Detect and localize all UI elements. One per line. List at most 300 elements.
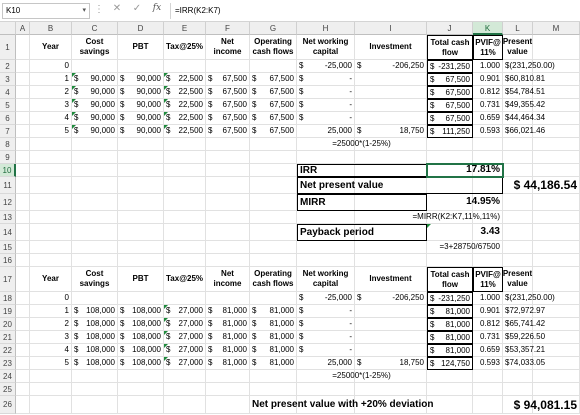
value-cell[interactable] bbox=[250, 344, 297, 357]
value-cell[interactable] bbox=[72, 125, 118, 138]
value-cell[interactable] bbox=[164, 73, 206, 86]
cell-empty[interactable] bbox=[16, 267, 30, 292]
value-cell[interactable] bbox=[118, 305, 164, 318]
cell-empty[interactable] bbox=[72, 370, 118, 383]
column-title[interactable]: Net working capital bbox=[297, 267, 355, 292]
nwc-cell[interactable] bbox=[297, 292, 355, 305]
value-cell[interactable] bbox=[118, 112, 164, 125]
column-header-a[interactable]: A bbox=[16, 22, 30, 35]
value-cell[interactable] bbox=[206, 292, 250, 305]
row-header-15[interactable]: 15 bbox=[0, 241, 16, 254]
cell-empty[interactable] bbox=[30, 241, 72, 254]
cell-empty[interactable] bbox=[16, 254, 30, 267]
cell-empty[interactable] bbox=[118, 138, 164, 151]
cell-empty[interactable] bbox=[16, 305, 30, 318]
cell-empty[interactable] bbox=[206, 138, 250, 151]
value-cell[interactable] bbox=[118, 331, 164, 344]
cell-empty[interactable] bbox=[118, 224, 164, 241]
cell-empty[interactable] bbox=[533, 151, 580, 164]
value-cell[interactable] bbox=[118, 60, 164, 73]
pvif-cell[interactable]: 0.901 bbox=[473, 73, 503, 86]
cell-empty[interactable] bbox=[297, 211, 355, 224]
formula-input[interactable]: =IRR(K2:K7) bbox=[170, 3, 578, 19]
value-cell[interactable] bbox=[427, 357, 473, 370]
cell-empty[interactable] bbox=[206, 383, 250, 396]
row-header-14[interactable]: 14 bbox=[0, 224, 16, 241]
column-header-m[interactable]: M bbox=[533, 22, 580, 35]
cell-empty[interactable] bbox=[72, 396, 118, 414]
value-cell[interactable] bbox=[164, 86, 206, 99]
cell-empty[interactable] bbox=[473, 138, 503, 151]
value-cell[interactable] bbox=[206, 99, 250, 112]
cell-empty[interactable] bbox=[30, 211, 72, 224]
value-cell[interactable] bbox=[206, 318, 250, 331]
cell-empty[interactable] bbox=[16, 112, 30, 125]
row-header-25[interactable]: 25 bbox=[0, 383, 16, 396]
value-cell[interactable] bbox=[503, 73, 546, 86]
cell-empty[interactable] bbox=[72, 254, 118, 267]
value-cell[interactable] bbox=[427, 86, 473, 99]
value-cell[interactable] bbox=[250, 318, 297, 331]
cell-empty[interactable] bbox=[164, 177, 206, 194]
value-cell[interactable] bbox=[503, 357, 546, 370]
nwc-cell[interactable] bbox=[297, 73, 355, 86]
value-cell[interactable] bbox=[164, 357, 206, 370]
row-header-21[interactable]: 21 bbox=[0, 331, 16, 344]
column-title[interactable]: Operating cash flows bbox=[250, 267, 297, 292]
nwc-cell[interactable] bbox=[297, 344, 355, 357]
cell-empty[interactable] bbox=[16, 151, 30, 164]
value-cell[interactable] bbox=[164, 305, 206, 318]
value-cell[interactable] bbox=[355, 305, 427, 318]
cell-empty[interactable] bbox=[533, 138, 580, 151]
column-header-h[interactable]: H bbox=[297, 22, 355, 35]
cell-empty[interactable] bbox=[473, 383, 503, 396]
cell-empty[interactable] bbox=[206, 164, 250, 177]
value-cell[interactable] bbox=[72, 60, 118, 73]
value-cell[interactable] bbox=[118, 99, 164, 112]
cell-empty[interactable] bbox=[473, 370, 503, 383]
cell-empty[interactable] bbox=[30, 177, 72, 194]
column-title[interactable]: Investment bbox=[355, 267, 427, 292]
cell-empty[interactable] bbox=[16, 241, 30, 254]
cell-empty[interactable] bbox=[72, 224, 118, 241]
year-cell[interactable]: 0 bbox=[30, 60, 72, 73]
cell-empty[interactable] bbox=[30, 396, 72, 414]
row-header-22[interactable]: 22 bbox=[0, 344, 16, 357]
value-cell[interactable] bbox=[164, 318, 206, 331]
column-title[interactable]: Investment bbox=[355, 35, 427, 60]
cell-empty[interactable] bbox=[427, 383, 473, 396]
cell-empty[interactable] bbox=[16, 177, 30, 194]
column-header-k[interactable]: K bbox=[473, 22, 503, 35]
cell-empty[interactable] bbox=[16, 194, 30, 211]
column-header-j[interactable]: J bbox=[427, 22, 473, 35]
value-cell[interactable] bbox=[72, 331, 118, 344]
value-cell[interactable] bbox=[164, 99, 206, 112]
year-cell[interactable]: 3 bbox=[30, 331, 72, 344]
column-title[interactable]: PBT bbox=[118, 35, 164, 60]
cell-empty[interactable] bbox=[250, 138, 297, 151]
pvif-cell[interactable]: 0.593 bbox=[473, 357, 503, 370]
cell-empty[interactable] bbox=[16, 318, 30, 331]
column-title[interactable]: Tax@25% bbox=[164, 35, 206, 60]
column-title[interactable]: Year bbox=[30, 267, 72, 292]
column-title[interactable]: Year bbox=[30, 35, 72, 60]
value-cell[interactable] bbox=[164, 112, 206, 125]
cell-empty[interactable] bbox=[250, 383, 297, 396]
value-cell[interactable] bbox=[72, 318, 118, 331]
column-header-i[interactable]: I bbox=[355, 22, 427, 35]
value-cell[interactable] bbox=[503, 318, 546, 331]
cell-empty[interactable] bbox=[30, 138, 72, 151]
cell-empty[interactable] bbox=[164, 164, 206, 177]
cell-empty[interactable] bbox=[250, 241, 297, 254]
cell-empty[interactable] bbox=[206, 254, 250, 267]
cell-empty[interactable] bbox=[206, 370, 250, 383]
value-cell[interactable] bbox=[503, 99, 546, 112]
cell-empty[interactable] bbox=[16, 138, 30, 151]
cell-empty[interactable] bbox=[355, 151, 427, 164]
cell-empty[interactable] bbox=[250, 370, 297, 383]
year-cell[interactable]: 4 bbox=[30, 344, 72, 357]
value-cell[interactable] bbox=[427, 305, 473, 318]
cell-empty[interactable] bbox=[503, 241, 533, 254]
nwc-cell[interactable] bbox=[297, 305, 355, 318]
cell-empty[interactable] bbox=[297, 383, 355, 396]
value-cell[interactable] bbox=[250, 305, 297, 318]
cell-empty[interactable] bbox=[206, 396, 250, 414]
row-header-5[interactable]: 5 bbox=[0, 99, 16, 112]
cell-empty[interactable] bbox=[16, 35, 30, 60]
column-title[interactable]: PVIF@ 11% bbox=[473, 267, 503, 292]
value-cell[interactable] bbox=[206, 112, 250, 125]
column-title[interactable]: Operating cash flows bbox=[250, 35, 297, 60]
value-cell[interactable] bbox=[355, 112, 427, 125]
value-cell[interactable] bbox=[355, 73, 427, 86]
cell-empty[interactable] bbox=[118, 370, 164, 383]
cell-empty[interactable] bbox=[72, 383, 118, 396]
cell-empty[interactable] bbox=[16, 344, 30, 357]
value-cell[interactable] bbox=[206, 86, 250, 99]
value-cell[interactable] bbox=[503, 344, 546, 357]
row-header-26[interactable]: 26 bbox=[0, 396, 16, 414]
value-cell[interactable] bbox=[206, 344, 250, 357]
column-header-c[interactable]: C bbox=[72, 22, 118, 35]
value-cell[interactable] bbox=[72, 99, 118, 112]
value-cell[interactable] bbox=[72, 86, 118, 99]
year-cell[interactable]: 1 bbox=[30, 305, 72, 318]
cell-empty[interactable] bbox=[533, 241, 580, 254]
cell-empty[interactable] bbox=[206, 194, 250, 211]
year-cell[interactable]: 4 bbox=[30, 112, 72, 125]
cell-empty[interactable] bbox=[206, 211, 250, 224]
value-cell[interactable] bbox=[427, 99, 473, 112]
pvif-cell[interactable]: 0.901 bbox=[473, 305, 503, 318]
value-cell[interactable] bbox=[250, 292, 297, 305]
cell-empty[interactable] bbox=[250, 254, 297, 267]
value-cell[interactable] bbox=[118, 344, 164, 357]
row-header-13[interactable]: 13 bbox=[0, 211, 16, 224]
value-cell[interactable] bbox=[427, 73, 473, 86]
column-title[interactable]: Total cash flow bbox=[427, 267, 473, 292]
cell-empty[interactable] bbox=[118, 177, 164, 194]
value-cell[interactable] bbox=[72, 344, 118, 357]
cell-empty[interactable] bbox=[355, 383, 427, 396]
cell-empty[interactable] bbox=[118, 164, 164, 177]
value-cell[interactable] bbox=[118, 357, 164, 370]
value-cell[interactable] bbox=[72, 73, 118, 86]
column-title[interactable]: Net working capital bbox=[297, 35, 355, 60]
cell-empty[interactable] bbox=[297, 151, 355, 164]
cell-empty[interactable] bbox=[206, 151, 250, 164]
row-header-16[interactable]: 16 bbox=[0, 254, 16, 267]
value-cell[interactable] bbox=[250, 357, 297, 370]
value-cell[interactable] bbox=[355, 86, 427, 99]
chevron-down-icon[interactable]: ▾ bbox=[82, 7, 86, 14]
value-cell[interactable] bbox=[118, 292, 164, 305]
column-title[interactable]: Present value bbox=[503, 267, 533, 292]
column-title[interactable]: PBT bbox=[118, 267, 164, 292]
pvif-cell[interactable]: 1.000 bbox=[473, 60, 503, 73]
row-header-10[interactable]: 10 bbox=[0, 164, 16, 177]
nwc-cell[interactable]: 25,000 bbox=[297, 357, 355, 370]
nwc-cell[interactable]: 25,000 bbox=[297, 125, 355, 138]
cell-empty[interactable] bbox=[118, 396, 164, 414]
cell-empty[interactable] bbox=[118, 254, 164, 267]
value-cell[interactable] bbox=[503, 125, 546, 138]
row-header-4[interactable]: 4 bbox=[0, 86, 16, 99]
column-title[interactable]: Net income bbox=[206, 35, 250, 60]
value-cell[interactable] bbox=[72, 357, 118, 370]
cell-empty[interactable] bbox=[16, 357, 30, 370]
nwc-cell[interactable] bbox=[297, 86, 355, 99]
year-cell[interactable]: 2 bbox=[30, 318, 72, 331]
cell-empty[interactable] bbox=[533, 211, 580, 224]
cell-empty[interactable] bbox=[72, 138, 118, 151]
cell-empty[interactable] bbox=[533, 370, 580, 383]
cell-empty[interactable] bbox=[503, 370, 533, 383]
cell-empty[interactable] bbox=[503, 151, 533, 164]
row-header-9[interactable]: 9 bbox=[0, 151, 16, 164]
value-cell[interactable] bbox=[427, 60, 473, 73]
cell-empty[interactable] bbox=[533, 224, 580, 241]
cell-empty[interactable] bbox=[16, 370, 30, 383]
cell-empty[interactable] bbox=[16, 331, 30, 344]
cell-empty[interactable] bbox=[118, 151, 164, 164]
cell-empty[interactable] bbox=[164, 194, 206, 211]
value-cell[interactable] bbox=[72, 292, 118, 305]
nwc-cell[interactable] bbox=[297, 99, 355, 112]
cell-empty[interactable] bbox=[118, 241, 164, 254]
check-icon[interactable]: ✓ bbox=[132, 3, 142, 14]
cell-empty[interactable] bbox=[427, 370, 473, 383]
cell-empty[interactable] bbox=[164, 241, 206, 254]
cell-empty[interactable] bbox=[250, 177, 297, 194]
column-title[interactable]: Net income bbox=[206, 267, 250, 292]
cell-empty[interactable] bbox=[503, 138, 533, 151]
cell-empty[interactable] bbox=[16, 73, 30, 86]
cell-empty[interactable] bbox=[164, 396, 206, 414]
cell-empty[interactable] bbox=[250, 211, 297, 224]
cell-empty[interactable] bbox=[30, 224, 72, 241]
cell-empty[interactable] bbox=[427, 151, 473, 164]
cell-empty[interactable] bbox=[72, 164, 118, 177]
cell-empty[interactable] bbox=[533, 267, 580, 292]
cell-empty[interactable] bbox=[250, 194, 297, 211]
pvif-cell[interactable]: 1.000 bbox=[473, 292, 503, 305]
row-header-19[interactable]: 19 bbox=[0, 305, 16, 318]
name-box[interactable] bbox=[2, 3, 90, 19]
value-cell[interactable] bbox=[118, 125, 164, 138]
cell-empty[interactable] bbox=[427, 138, 473, 151]
value-cell[interactable] bbox=[250, 125, 297, 138]
cell-empty[interactable] bbox=[355, 254, 427, 267]
value-cell[interactable] bbox=[355, 292, 427, 305]
cell-empty[interactable] bbox=[427, 254, 473, 267]
pvif-cell[interactable]: 0.593 bbox=[473, 125, 503, 138]
cell-empty[interactable] bbox=[533, 254, 580, 267]
column-header-l[interactable]: L bbox=[503, 22, 533, 35]
value-cell[interactable] bbox=[355, 99, 427, 112]
cell-empty[interactable] bbox=[206, 241, 250, 254]
column-title[interactable]: Cost savings bbox=[72, 267, 118, 292]
row-header-2[interactable]: 2 bbox=[0, 60, 16, 73]
column-header-g[interactable]: G bbox=[250, 22, 297, 35]
value-cell[interactable] bbox=[427, 112, 473, 125]
row-header-3[interactable]: 3 bbox=[0, 73, 16, 86]
pvif-cell[interactable]: 0.731 bbox=[473, 99, 503, 112]
value-cell[interactable] bbox=[72, 112, 118, 125]
cell-empty[interactable] bbox=[164, 254, 206, 267]
value-cell[interactable] bbox=[250, 86, 297, 99]
cell-empty[interactable] bbox=[164, 138, 206, 151]
row-header-11[interactable]: 11 bbox=[0, 177, 16, 194]
cell-empty[interactable] bbox=[16, 383, 30, 396]
cell-empty[interactable] bbox=[16, 125, 30, 138]
year-cell[interactable]: 2 bbox=[30, 86, 72, 99]
value-cell[interactable] bbox=[503, 305, 546, 318]
column-header-e[interactable]: E bbox=[164, 22, 206, 35]
pvif-cell[interactable]: 0.659 bbox=[473, 112, 503, 125]
row-header-18[interactable]: 18 bbox=[0, 292, 16, 305]
cell-empty[interactable] bbox=[118, 383, 164, 396]
cell-empty[interactable] bbox=[16, 224, 30, 241]
value-cell[interactable] bbox=[164, 344, 206, 357]
value-cell[interactable] bbox=[503, 60, 555, 73]
cell-empty[interactable] bbox=[473, 254, 503, 267]
cell-empty[interactable] bbox=[206, 177, 250, 194]
nwc-cell[interactable] bbox=[297, 60, 355, 73]
cell-empty[interactable] bbox=[533, 35, 580, 60]
value-cell[interactable] bbox=[427, 125, 473, 138]
cell-empty[interactable] bbox=[72, 241, 118, 254]
cell-empty[interactable] bbox=[206, 224, 250, 241]
value-cell[interactable] bbox=[427, 318, 473, 331]
value-cell[interactable] bbox=[355, 331, 427, 344]
cell-empty[interactable] bbox=[16, 99, 30, 112]
value-cell[interactable] bbox=[164, 125, 206, 138]
cell-empty[interactable] bbox=[533, 383, 580, 396]
value-cell[interactable] bbox=[118, 73, 164, 86]
row-header-1[interactable]: 1 bbox=[0, 35, 16, 60]
cell-empty[interactable] bbox=[503, 211, 533, 224]
cell-empty[interactable] bbox=[72, 177, 118, 194]
fx-icon[interactable]: fx bbox=[152, 3, 162, 13]
column-title[interactable]: PVIF@ 11% bbox=[473, 35, 503, 60]
row-header-23[interactable]: 23 bbox=[0, 357, 16, 370]
row-header-6[interactable]: 6 bbox=[0, 112, 16, 125]
cell-empty[interactable] bbox=[16, 60, 30, 73]
year-cell[interactable]: 3 bbox=[30, 99, 72, 112]
year-cell[interactable]: 1 bbox=[30, 73, 72, 86]
cell-empty[interactable] bbox=[118, 194, 164, 211]
year-cell[interactable]: 5 bbox=[30, 357, 72, 370]
cell-empty[interactable] bbox=[164, 151, 206, 164]
cell-empty[interactable] bbox=[16, 164, 30, 177]
cell-empty[interactable] bbox=[503, 224, 533, 241]
cell-empty[interactable] bbox=[503, 194, 533, 211]
column-title[interactable]: Total cash flow bbox=[427, 35, 473, 60]
cell-empty[interactable] bbox=[250, 224, 297, 241]
cell-empty[interactable] bbox=[250, 164, 297, 177]
cell-empty[interactable] bbox=[30, 194, 72, 211]
value-cell[interactable] bbox=[503, 331, 546, 344]
cell-empty[interactable] bbox=[30, 164, 72, 177]
column-title[interactable]: Tax@25% bbox=[164, 267, 206, 292]
pvif-cell[interactable]: 0.812 bbox=[473, 318, 503, 331]
cell-empty[interactable] bbox=[250, 151, 297, 164]
value-cell[interactable] bbox=[118, 318, 164, 331]
cell-empty[interactable] bbox=[297, 241, 355, 254]
irr-value-cell[interactable]: 17.81% bbox=[427, 164, 503, 177]
column-title[interactable]: Cost savings bbox=[72, 35, 118, 60]
value-cell[interactable] bbox=[164, 292, 206, 305]
cell-empty[interactable] bbox=[72, 194, 118, 211]
cell-empty[interactable] bbox=[16, 86, 30, 99]
row-header-24[interactable]: 24 bbox=[0, 370, 16, 383]
value-cell[interactable] bbox=[118, 86, 164, 99]
year-cell[interactable]: 5 bbox=[30, 125, 72, 138]
value-cell[interactable] bbox=[250, 99, 297, 112]
row-header-20[interactable]: 20 bbox=[0, 318, 16, 331]
value-cell[interactable] bbox=[503, 86, 546, 99]
value-cell[interactable] bbox=[250, 73, 297, 86]
column-title[interactable]: Present value bbox=[503, 35, 533, 60]
value-cell[interactable] bbox=[503, 112, 546, 125]
nwc-cell[interactable] bbox=[297, 331, 355, 344]
value-cell[interactable] bbox=[206, 125, 250, 138]
cell-empty[interactable] bbox=[16, 292, 30, 305]
value-cell[interactable] bbox=[427, 331, 473, 344]
year-cell[interactable]: 0 bbox=[30, 292, 72, 305]
cell-empty[interactable] bbox=[30, 151, 72, 164]
cell-empty[interactable] bbox=[164, 370, 206, 383]
value-cell[interactable] bbox=[164, 331, 206, 344]
value-cell[interactable] bbox=[164, 60, 206, 73]
cell-empty[interactable] bbox=[16, 211, 30, 224]
pvif-cell[interactable]: 0.812 bbox=[473, 86, 503, 99]
value-cell[interactable] bbox=[206, 73, 250, 86]
cell-empty[interactable] bbox=[164, 383, 206, 396]
cell-empty[interactable] bbox=[30, 370, 72, 383]
value-cell[interactable] bbox=[250, 112, 297, 125]
cell-empty[interactable] bbox=[533, 164, 580, 177]
value-cell[interactable] bbox=[206, 331, 250, 344]
cell-empty[interactable] bbox=[164, 224, 206, 241]
value-cell[interactable] bbox=[427, 292, 473, 305]
row-header-8[interactable]: 8 bbox=[0, 138, 16, 151]
